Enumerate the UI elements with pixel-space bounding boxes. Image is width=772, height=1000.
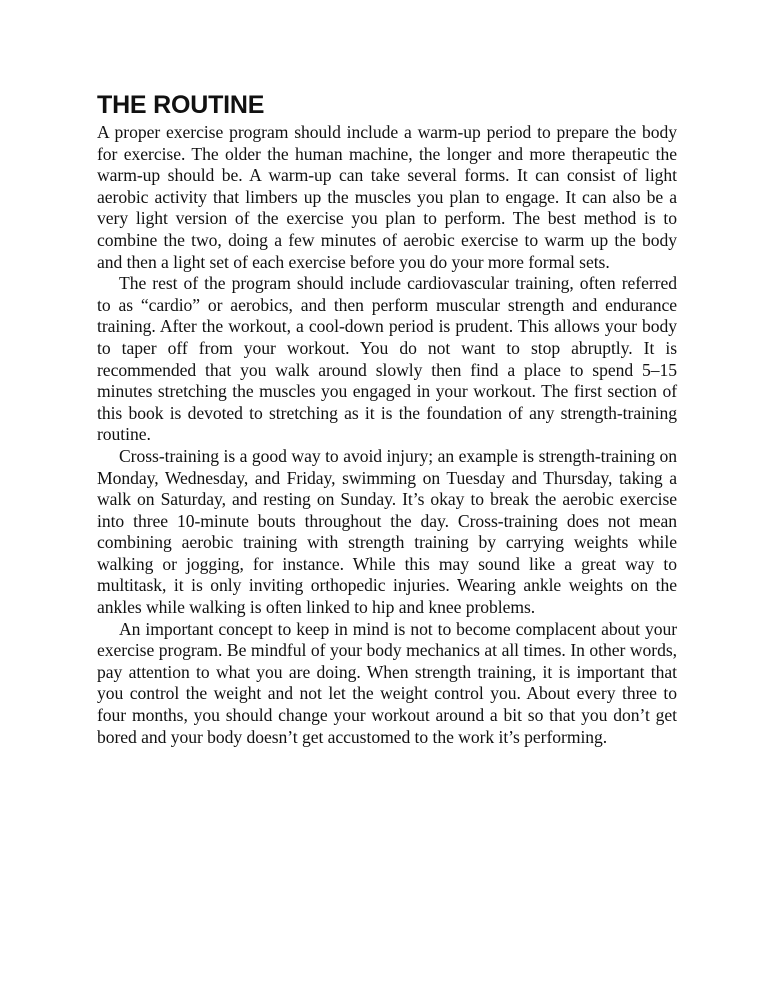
page-content [97, 88, 677, 748]
paragraph-cross-training: Cross-training is a good way to avoid injury; an example is strength-training on Monday, Wednesday, and Friday, swimming on Tuesday and Thursday, taking a walk on Saturday, and resting on Sunday. It’s okay to break the aerobic exercise into three 10-minute bouts throughout the day. Cross-training does not mean combining aerobic training with strength training by carrying weights while walking or jogging, for instance. While this may sound like a great way to multitask, it is only inviting orthopedic injuries. Wearing ankle weights on the ankles while walking is often linked to hip and knee problems. [97, 445, 677, 618]
paragraph-cardio-cool-down: The rest of the program should include cardiovascular training, often referred to as “cardio” or aerobics, and then perform muscular strength and endurance training. After the workout, a cool-down period is prudent. This allows your body to taper off from your workout. You do not want to stop abruptly. It is recommended that you walk around slowly then find a place to spend 5–15 minutes stretching the muscles you engaged in your workout. The first section of this book is devoted to stretching as it is the foundation of any strength-training routine. [97, 273, 677, 445]
section-heading: THE ROUTINE [97, 91, 265, 119]
paragraph-complacency: An important concept to keep in mind is not to become complacent about your exercise program. Be mindful of your body mechanics at all times. In other words, pay attention to what you are doing. When strength training, it is important that you control the weight and not let the weight control you. About every three to four months, you should change your workout around a bit so that you don’t get bored and your body doesn’t get accustomed to the work it’s performing. [97, 618, 677, 747]
paragraph-warm-up: A proper exercise program should include a warm-up period to prepare the body for exercise. The older the human machine, the longer and more therapeutic the warm-up should be. A warm-up can take several forms. It can consist of light aerobic activity that limbers up the muscles you plan to engage. It can also be a very light version of the exercise you plan to perform. The best method is to combine the two, doing a few minutes of aerobic exercise to warm up the body and then a light set of each exercise before you do your more formal sets. [97, 122, 677, 272]
